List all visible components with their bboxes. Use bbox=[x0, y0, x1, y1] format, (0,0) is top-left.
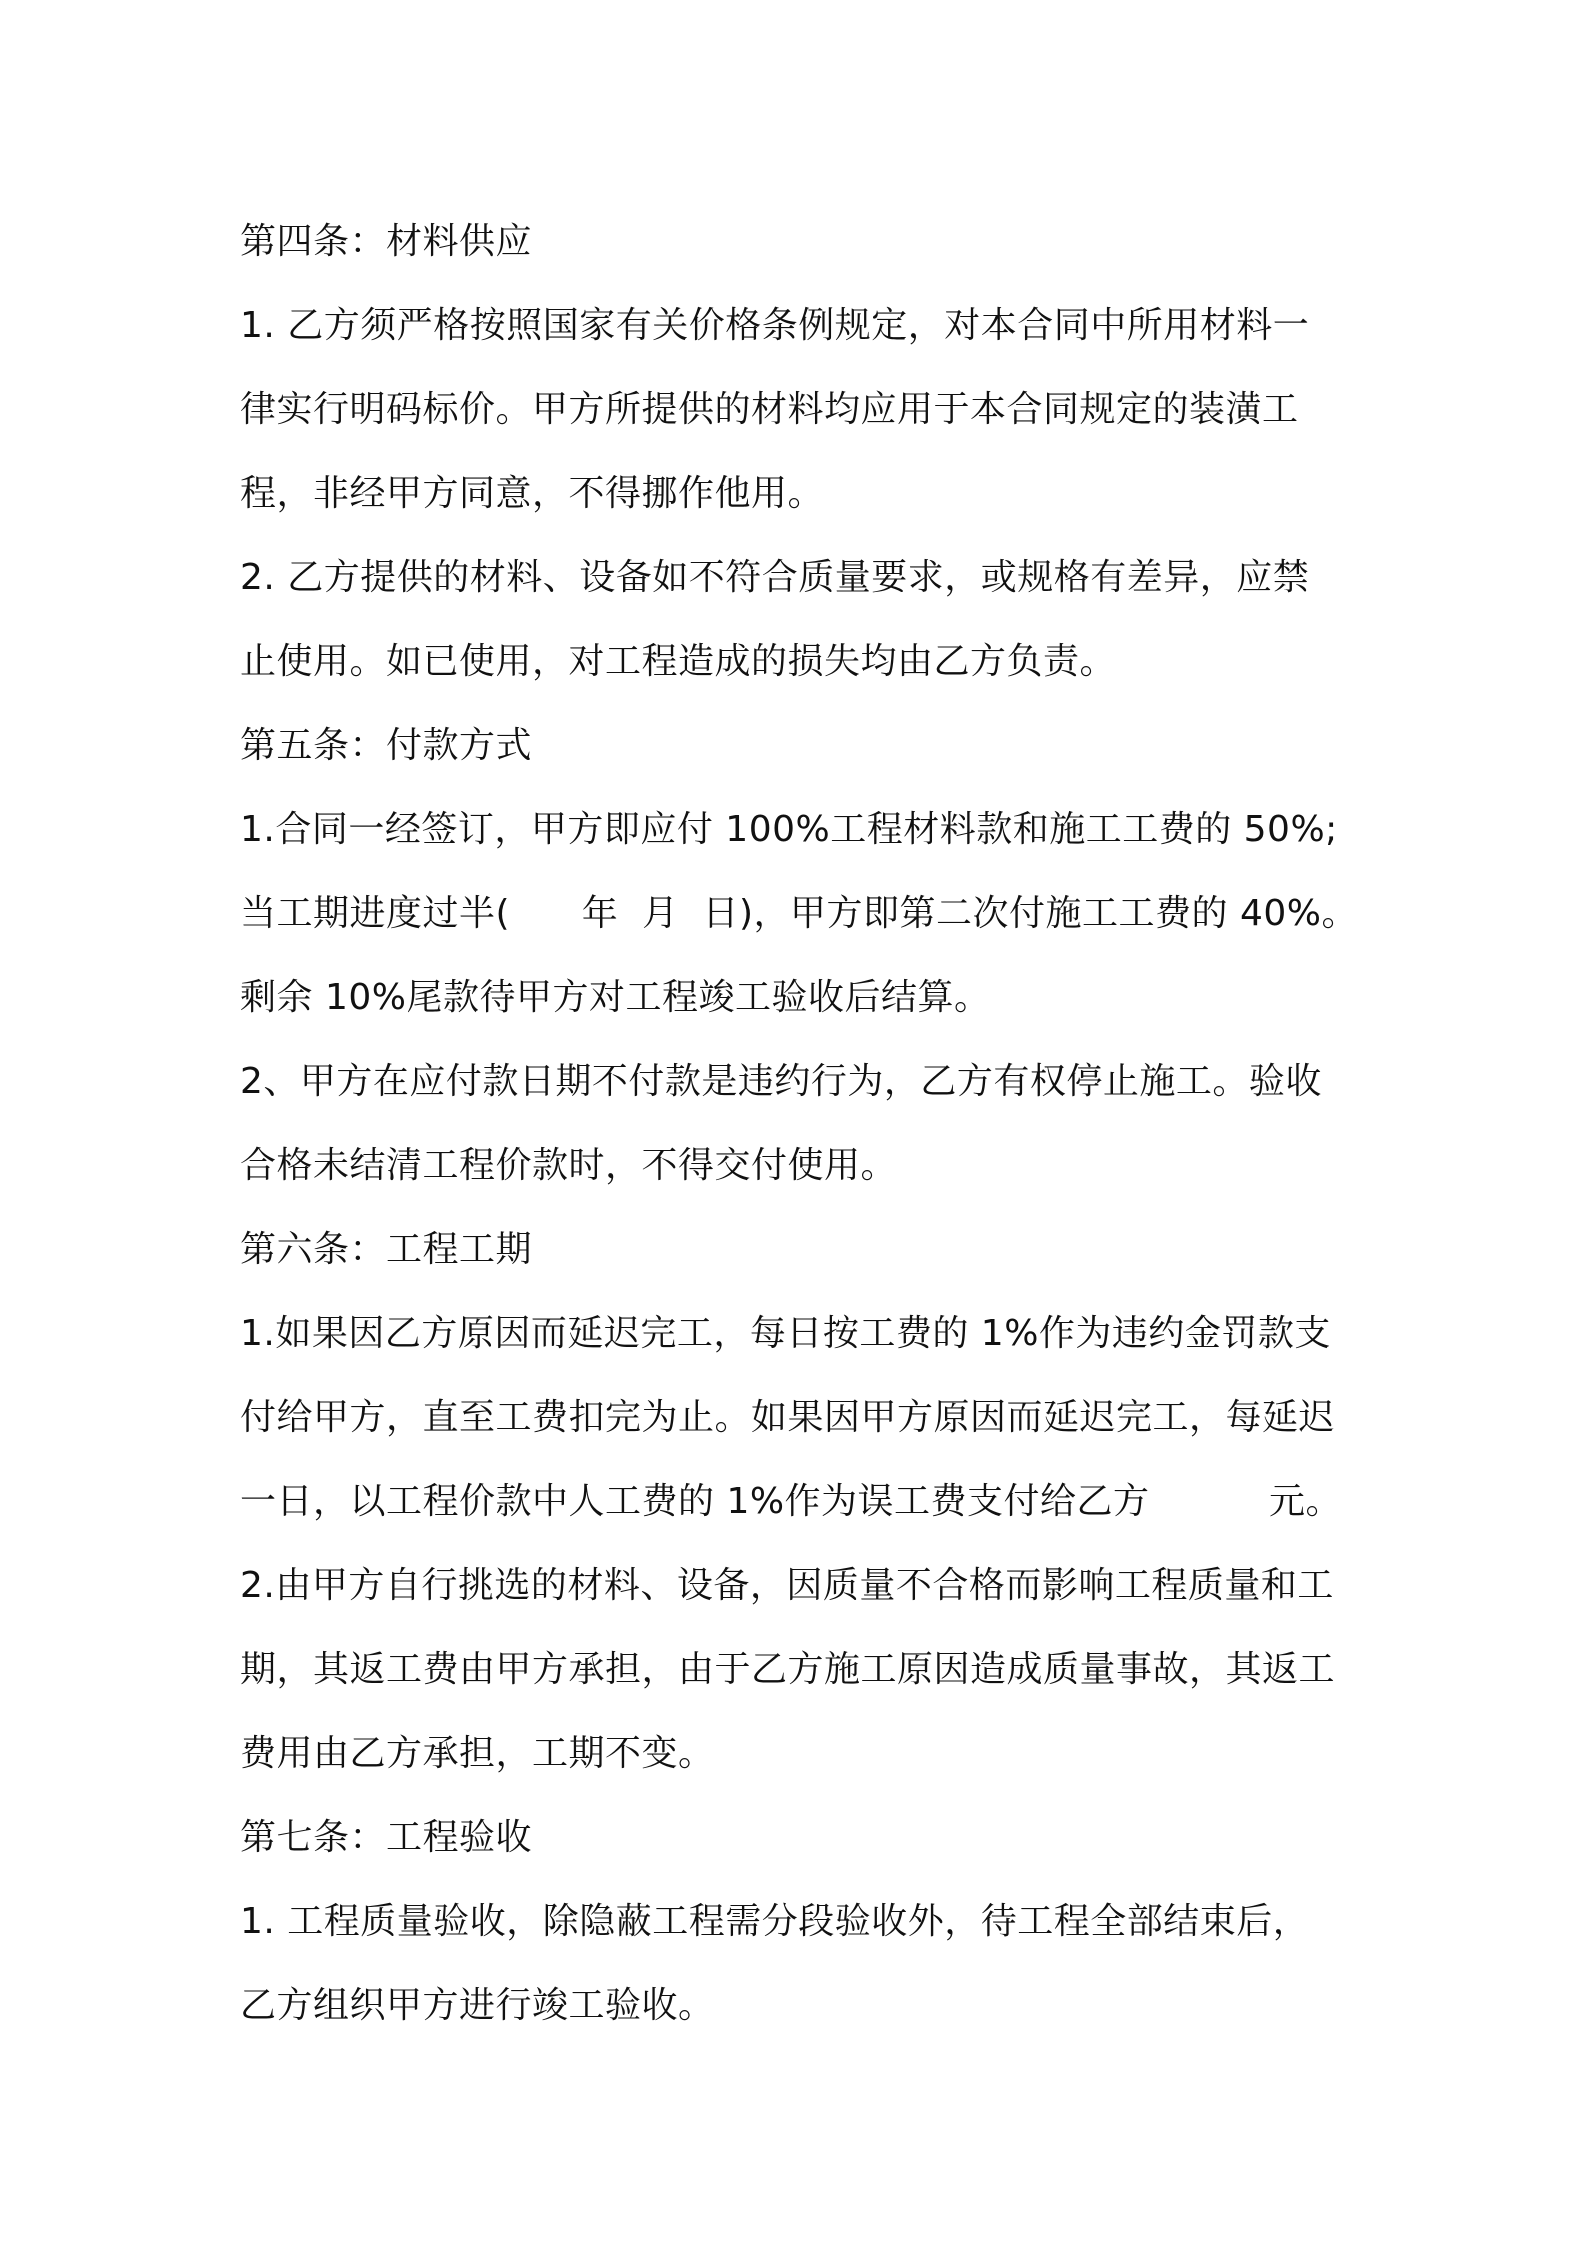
paragraph-line: 1.合同一经签订，甲方即应付 100%工程材料款和施工工费的 50%; bbox=[240, 809, 1338, 850]
section-heading-5: 第五条：付款方式 bbox=[240, 725, 533, 766]
document-body bbox=[240, 200, 1360, 2048]
paragraph-line: 当工期进度过半( 年 月 日)，甲方即第二次付施工工费的 40%。 bbox=[240, 893, 1358, 934]
paragraph-line: 2.由甲方自行挑选的材料、设备，因质量不合格而影响工程质量和工 bbox=[240, 1565, 1334, 1606]
paragraph-line: 1.如果因乙方原因而延迟完工，每日按工费的 1%作为违约金罚款支 bbox=[240, 1313, 1331, 1354]
paragraph-line: 止使用。如已使用，对工程造成的损失均由乙方负责。 bbox=[240, 641, 1117, 682]
paragraph-line: 2. 乙方提供的材料、设备如不符合质量要求，或规格有差异，应禁 bbox=[240, 557, 1310, 598]
paragraph-line: 2、甲方在应付款日期不付款是违约行为，乙方有权停止施工。验收 bbox=[240, 1061, 1322, 1102]
paragraph-line: 付给甲方，直至工费扣完为止。如果因甲方原因而延迟完工，每延迟 bbox=[240, 1397, 1336, 1438]
paragraph-line: 乙方组织甲方进行竣工验收。 bbox=[240, 1985, 715, 2026]
paragraph-line: 期，其返工费由甲方承担，由于乙方施工原因造成质量事故，其返工 bbox=[240, 1649, 1336, 1690]
paragraph-line: 1. 工程质量验收，除隐蔽工程需分段验收外，待工程全部结束后， bbox=[240, 1901, 1310, 1942]
paragraph-line: 费用由乙方承担，工期不变。 bbox=[240, 1733, 715, 1774]
paragraph-line: 剩余 10%尾款待甲方对工程竣工验收后结算。 bbox=[240, 977, 991, 1018]
section-heading-7: 第七条：工程验收 bbox=[240, 1817, 533, 1858]
paragraph-line: 律实行明码标价。甲方所提供的材料均应用于本合同规定的装潢工 bbox=[240, 389, 1299, 430]
paragraph-line: 一日，以工程价款中人工费的 1%作为误工费支付给乙方 元。 bbox=[240, 1481, 1342, 1522]
section-heading-4: 第四条：材料供应 bbox=[240, 221, 533, 262]
paragraph-line: 程，非经甲方同意，不得挪作他用。 bbox=[240, 473, 825, 514]
paragraph-line: 合格未结清工程价款时，不得交付使用。 bbox=[240, 1145, 898, 1186]
paragraph-line: 1. 乙方须严格按照国家有关价格条例规定，对本合同中所用材料一 bbox=[240, 305, 1310, 346]
section-heading-6: 第六条：工程工期 bbox=[240, 1229, 533, 1270]
